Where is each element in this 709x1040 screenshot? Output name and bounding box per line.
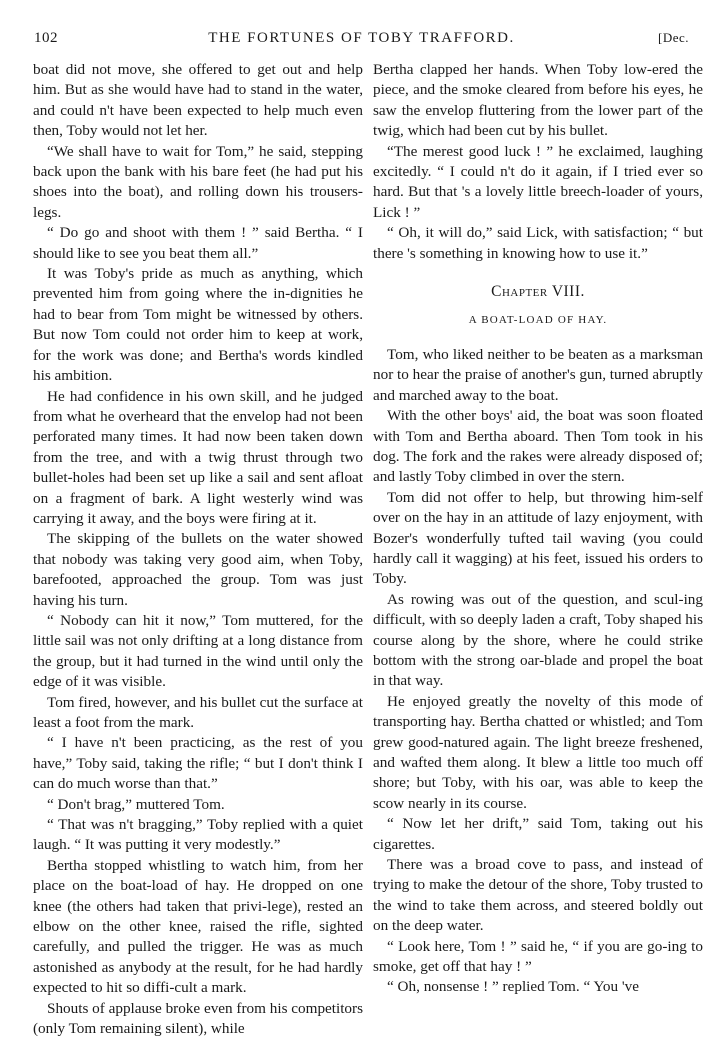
paragraph: “ Now let her drift,” said Tom, taking out his cigarettes.	[373, 815, 703, 853]
paragraph: Shouts of applause broke even from his competitors (only Tom remaining silent), while	[33, 999, 363, 1038]
paragraph: boat did not move, she offered to get out and help him. But as she would have had to stand in the water, and could n't have been expected to help much even then, Toby would not let her.	[33, 61, 363, 140]
running-header	[34, 30, 689, 50]
paragraph: As rowing was out of the question, and scul-ing difficult, with so deeply laden a craft, Toby shaped his course along by the shore, where he could strike bottom with the strong oar-blade and propel the boat in that way.	[373, 590, 703, 690]
paragraph: Bertha stopped whistling to watch him, from her place on the boat-load of hay. He dropped on one knee (the others had taken that privi-lege), rested an elbow on the other knee, raised the rifle, sighted carefully, and pulled the trigger. He was as much astonished as anybody at the result, for he had hardly expected to hit so diffi-cult a mark.	[33, 856, 363, 997]
paragraph: The skipping of the bullets on the water showed that nobody was taking very good aim, when Toby, barefooted, approached the group. Tom was just having his turn.	[33, 530, 363, 609]
paragraph: “ Don't brag,” muttered Tom.	[47, 795, 225, 813]
left-column	[33, 60, 363, 1040]
paragraph: Tom did not offer to help, but throwing him-self over on the hay in an attitude of lazy enjoyment, with Bozer's wonderfully tufted tail waving (you could hardly call it wagging) at his feet, issued his orders to Toby.	[373, 488, 703, 588]
paragraph: He had confidence in his own skill, and he judged from what he overheard that the envelop had not been perforated many times. It had now been taken down from the tree, and with a twig thrust through two bullet-holes had been set up like a sail and sent afloat on a fragment of bark. A light westerly wind was carrying it away, and the boys were firing at it.	[33, 387, 363, 527]
paragraph: “ Nobody can hit it now,” Tom muttered, for the little sail was not only drifting at a long distance from the group, but it had turned in the wind until only the edge of it was visible.	[33, 611, 363, 691]
paragraph: “ I have n't been practicing, as the rest of you have,” Toby said, taking the rifle; “ but I don't think I can do much worse than that.”	[33, 734, 363, 793]
chapter-subtitle: A BOAT-LOAD OF HAY.	[468, 314, 608, 327]
right-column	[373, 60, 703, 998]
paragraph: With the other boys' aid, the boat was soon floated with Tom and Bertha aboard. Then Tom took in his dog. The fork and the rakes were already disposed of; and lastly Toby climbed in over the stern.	[373, 407, 703, 486]
paragraph: “The merest good luck ! ” he exclaimed, laughing excitedly. “ I could n't do it again, if I tried ever so hard. But that 's a lovely little breech-loader of yours, Lick ! ”	[373, 142, 703, 221]
paragraph: It was Toby's pride as much as anything, which prevented him from going where the in-dignities he had to bear from Tom might be witnessed by others. But now Tom could not order him to keep at work, for the work was done; and Bertha's words kindled his ambition.	[33, 265, 363, 385]
paragraph: Bertha clapped her hands. When Toby low-ered the piece, and the smoke cleared from before his eyes, he saw the envelop fluttering from the lower part of the twig, which had been cut by his bullet.	[373, 61, 703, 140]
paragraph: He enjoyed greatly the novelty of this mode of transporting hay. Bertha chatted or whistled; and Tom grew good-natured again. The light breeze freshened, and wafted them along. It blew a little too much off shore; but Toby, with his oar, was able to keep the scow nearly in its course.	[373, 692, 703, 812]
paragraph: Tom fired, however, and his bullet cut the surface at least a foot from the mark.	[33, 693, 363, 731]
paragraph: “ Look here, Tom ! ” said he, “ if you are go-ing to smoke, get off that hay ! ”	[373, 937, 703, 976]
issue-month: [Dec.	[657, 30, 689, 45]
paragraph: There was a broad cove to pass, and instead of trying to make the detour of the shore, Toby trusted to the wind to take them across, and steered boldly out on the deep water.	[373, 856, 703, 935]
paragraph: “We shall have to wait for Tom,” he said, stepping back upon the bank with his bare feet (he had put his shoes into the boat), and rolling down his trousers-legs.	[33, 142, 363, 221]
paragraph: “ Oh, nonsense ! ” replied Tom. “ You 've	[387, 978, 639, 996]
paragraph: “ Oh, it will do,” said Lick, with satisfaction; “ but there 's something in knowing how to use it.”	[373, 224, 703, 262]
chapter-heading: Chapter VIII.	[491, 283, 585, 301]
page-number: 102	[34, 30, 58, 46]
paragraph: Tom, who liked neither to be beaten as a marksman nor to hear the praise of another's gun, turned abruptly and marched away to the boat.	[373, 345, 704, 404]
paragraph: “ Do go and shoot with them ! ” said Bertha. “ I should like to see you beat them all.”	[33, 224, 363, 262]
running-title: THE FORTUNES OF TOBY TRAFFORD.	[208, 30, 515, 46]
paragraph: “ That was n't bragging,” Toby replied with a quiet laugh. “ It was putting it very modestly.”	[33, 816, 363, 854]
